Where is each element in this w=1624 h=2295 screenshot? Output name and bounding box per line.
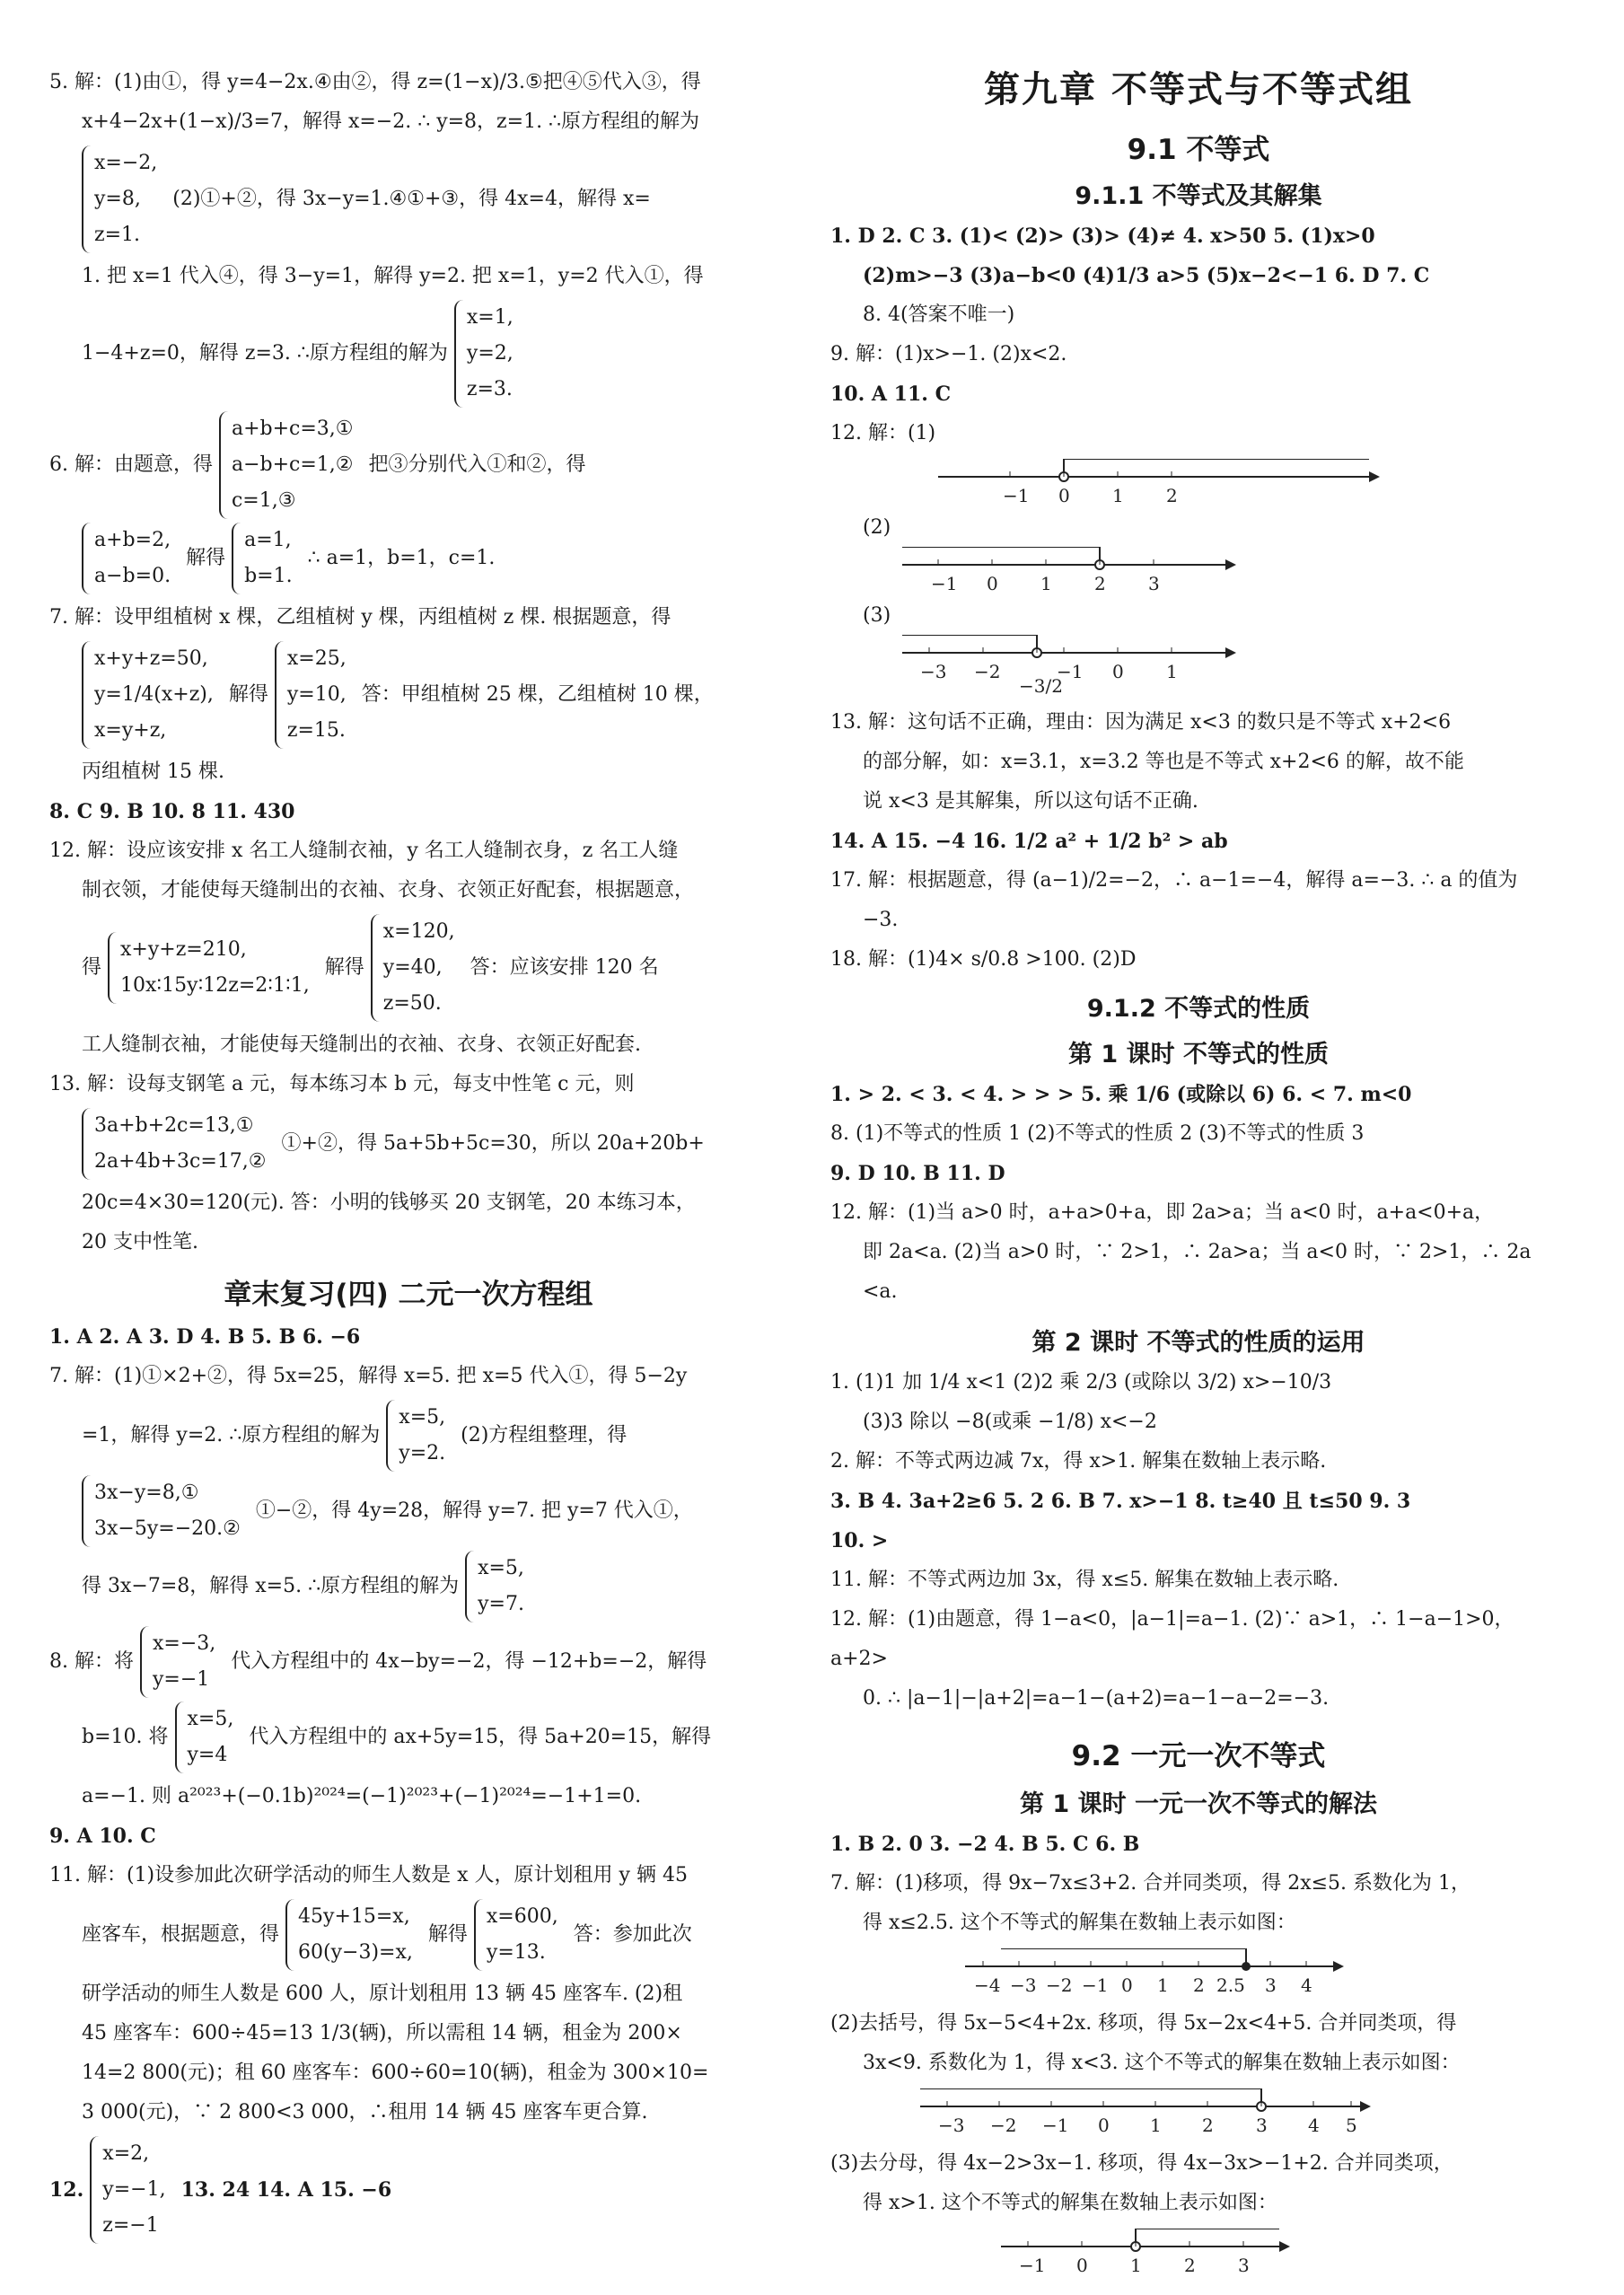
svg-text:3: 3 (1238, 2255, 1250, 2276)
lesson2-answers-3-9: 3. B 4. 3a+2≥6 5. 2 6. B 7. x>−1 8. t≥40 且 t≤50 9. 3 (830, 1490, 1411, 1513)
answer-12-line6: 工人缝制衣袖，才能使每天缝制出的衣袖、衣身、衣领正好配套. (82, 1033, 641, 1056)
answer-12-part2-label: (2) (863, 516, 891, 539)
answers-5-7: (2)m>−3 (3)a−b<0 (4)1/3 a>5 (5)x−2<−1 6. D 7. C (863, 264, 1430, 287)
svg-text:0: 0 (987, 573, 998, 594)
answer-9: 9. 解：(1)x>−1. (2)x<2. (830, 343, 1067, 365)
answer-7-line4: 丙组植树 15 棵. (82, 761, 224, 783)
lesson1-answer-12-line1: 12. 解：(1)当 a>0 时，a+a>0+a，即 2a>a；当 a<0 时，a+a<0+a， (830, 1201, 1495, 1224)
lesson3-answer-7-line6: 得 x>1. 这个不等式的解集在数轴上表示如图： (863, 2192, 1277, 2214)
lesson3-answer-7-line3: (2)去括号，得 5x−5<4+2x. 移项，得 5x−2x<4+5. 合并同类项，得 (830, 2012, 1457, 2035)
svg-text:−2: −2 (1046, 1974, 1073, 1996)
svg-text:−4: −4 (974, 1974, 1001, 1996)
svg-text:3: 3 (1148, 573, 1160, 594)
svg-text:0: 0 (1058, 485, 1070, 506)
svg-text:2.5: 2.5 (1216, 1974, 1245, 1996)
svg-text:−1: −1 (1003, 485, 1030, 506)
svg-text:1: 1 (1166, 661, 1178, 682)
equation-system: 得 3x−7=8，解得 x=5. ∴原方程组的解为 x=5, y=7. (82, 1551, 768, 1622)
review-12-15: 12. x=2, y=−1, z=−1 13. 24 14. A 15. −6 (49, 2136, 768, 2244)
review-8: 8. 解：将 x=−3, y=−1 代入方程组中的 4x−by=−2，得 −12+b=−2，解得 (49, 1626, 768, 1698)
lesson1-answer-12-line2: 即 2a<a. (2)当 a>0 时，∵ 2>1，∴ 2a>a；当 a<0 时，∵ 2>1，∴ 2a (863, 1241, 1532, 1263)
answer-12-part3-label: (3) (863, 604, 891, 627)
answer-5-line2: x+4−2x+(1−x)/3=7，解得 x=−2. ∴ y=8，z=1. ∴原方程组的解为 (82, 110, 700, 133)
lesson-title: 第 1 课时 一元一次不等式的解法 (1020, 1790, 1377, 1818)
answer-13-line1: 13. 解：设每支钢笔 a 元，每本练习本 b 元，每支中性笔 c 元，则 (49, 1073, 635, 1095)
lesson-title: 第 2 课时 不等式的性质的运用 (1031, 1329, 1365, 1357)
svg-text:−1: −1 (931, 573, 958, 594)
answer-13-line3: 说 x<3 是其解集，所以这句话不正确. (863, 790, 1198, 813)
svg-text:0: 0 (1112, 661, 1124, 682)
equation-system: x=−2, y=8, z=1. (2)①+②，得 3x−y=1.④①+③，得 4x=4，解得 x= (82, 145, 768, 253)
lesson3-answers-1-6: 1. B 2. 0 3. −2 4. B 5. C 6. B (830, 1833, 1140, 1856)
equation-system: 座客车，根据题意，得 45y+15=x, 60(y−3)=x, 解得 x=600, y=13. 答：参加此次 (82, 1899, 768, 1971)
answer-17-line2: −3. (863, 909, 899, 931)
subsection-title: 9.1.2 不等式的性质 (1086, 995, 1311, 1023)
answer-8: 8. 4(答案不唯一) (863, 303, 1015, 326)
lesson1-answers-9-11: 9. D 10. B 11. D (830, 1162, 1005, 1185)
svg-text:0: 0 (1098, 2115, 1110, 2136)
review-11-line7: 14=2 800(元)；租 60 座客车：600÷60=10(辆)，租金为 300×10= (82, 2062, 709, 2084)
answer-13-line3: 20c=4×30=120(元). 答：小明的钱够买 20 支钢笔，20 本练习本， (82, 1191, 696, 1214)
lesson3-answer-7-line4: 3x<9. 系数化为 1，得 x<3. 这个不等式的解集在数轴上表示如图： (863, 2052, 1461, 2074)
svg-text:1: 1 (1130, 2255, 1142, 2276)
answer-13-line2: 的部分解，如：x=3.1，x=3.2 等也是不等式 x+2<6 的解，故不能 (863, 751, 1464, 773)
lesson2-answer-2: 2. 解：不等式两边减 7x，得 x>1. 解集在数轴上表示略. (830, 1450, 1327, 1473)
equation-system: b=10. 将 x=5, y=4 代入方程组中的 ax+5y=15，得 5a+20=15，解得 (82, 1701, 768, 1773)
answer-12-line1: 12. 解：设应该安排 x 名工人缝制衣袖，y 名工人缝制衣身，z 名工人缝 (49, 840, 679, 862)
svg-text:−1: −1 (1082, 1974, 1109, 1996)
number-line-3 (884, 635, 1387, 698)
svg-text:−1: −1 (1042, 2115, 1069, 2136)
equation-system: 得 x+y+z=210, 10x∶15y∶12z=2∶1∶1, 解得 x=120, y=40, z=50. 答：应该安排 120 名 (82, 914, 768, 1022)
section-title: 9.2 一元一次不等式 (1071, 1740, 1326, 1772)
number-line-2 (884, 547, 1387, 597)
lesson2-answer-1: 1. (1)1 加 1/4 x<1 (2)2 乘 2/3 (或除以 3/2) x>−10/3 (830, 1371, 1332, 1394)
svg-text:−3: −3 (938, 2115, 965, 2136)
svg-text:2: 2 (1202, 2115, 1214, 2136)
answer-18: 18. 解：(1)4× s/0.8 >100. (2)D (830, 948, 1137, 971)
equation-system: =1，解得 y=2. ∴原方程组的解为 x=5, y=2. (2)方程组整理，得 (82, 1400, 768, 1472)
lesson3-answer-7-line1: 7. 解：(1)移项，得 9x−7x≤3+2. 合并同类项，得 2x≤5. 系数化为 1， (830, 1872, 1471, 1895)
answer-7-line1: 7. 解：设甲组植树 x 棵，乙组植树 y 棵，丙组植树 z 棵. 根据题意，得 (49, 606, 672, 629)
svg-text:−3: −3 (1010, 1974, 1037, 1996)
review-answers-1-6: 1. A 2. A 3. D 4. B 5. B 6. −6 (49, 1325, 361, 1349)
svg-text:3: 3 (1256, 2115, 1268, 2136)
svg-text:0: 0 (1121, 1974, 1133, 1996)
answer-12-part1-label: 12. 解：(1) (830, 422, 936, 444)
number-line-5 (911, 2088, 1450, 2139)
svg-text:−1: −1 (1057, 661, 1084, 682)
equation-system: 1−4+z=0，解得 z=3. ∴原方程组的解为 x=1, y=2, z=3. (82, 300, 768, 408)
chapter-title: 第九章 不等式与不等式组 (984, 69, 1413, 110)
review-11-line1: 11. 解：(1)设参加此次研学活动的师生人数是 x 人，原计划租用 y 辆 45 (49, 1864, 688, 1886)
svg-text:−1: −1 (1019, 2255, 1046, 2276)
lesson3-answer-7-line5: (3)去分母，得 4x−2>3x−1. 移项，得 4x−3x>−1+2. 合并同类项， (830, 2152, 1453, 2175)
number-line-1 (884, 459, 1387, 509)
review-11-line6: 45 座客车：600÷45=13 1/3(辆)，所以需租 14 辆，租金为 200× (82, 2022, 682, 2044)
svg-text:5: 5 (1346, 2115, 1357, 2136)
review-11-line5: 研学活动的师生人数是 600 人，原计划租用 13 辆 45 座客车. (2)租 (82, 1983, 683, 2005)
answer-5-line1: 5. 解：(1)由①，得 y=4−2x.④由②，得 z=(1−x)/3.⑤把④⑤代入③，得 (49, 71, 701, 93)
answers-1-5: 1. D 2. C 3. (1)< (2)> (3)> (4)≠ 4. x>50 5. (1)x>0 (830, 224, 1375, 248)
lesson2-answer-12-line1: 12. 解：(1)由题意，得 1−a<0，|a−1|=a−1. (2)∵ a>1，∴ 1−a−1>0，a+2> (830, 1608, 1514, 1670)
svg-text:1: 1 (1150, 2115, 1162, 2136)
svg-text:−2: −2 (990, 2115, 1017, 2136)
right-column (830, 61, 1567, 2284)
svg-text:2: 2 (1166, 485, 1178, 506)
lesson2-answer-12-line2: 0. ∴ |a−1|−|a+2|=a−1−(a+2)=a−1−a−2=−3. (863, 1687, 1330, 1710)
answers-8-11: 8. C 9. B 10. 8 11. 430 (49, 800, 295, 823)
equation-system: x+y+z=50, y=1/4(x+z), x=y+z, 解得 x=25, y=10, z=15. 答：甲组植树 25 棵，乙组植树 10 棵， (82, 641, 768, 749)
equation-system: 3a+b+2c=13,① 2a+4b+3c=17,② ①+②，得 5a+5b+5c=30，所以 20a+20b+ (82, 1108, 768, 1180)
answer-5-line4: 1. 把 x=1 代入④，得 3−y=1，解得 y=2. 把 x=1，y=2 代入①，得 (82, 265, 704, 287)
lesson2-answer-1b: (3)3 除以 −8(或乘 −1/8) x<−2 (863, 1411, 1157, 1433)
answer-12-line2: 制衣领，才能使每天缝制出的衣袖、衣身、衣领正好配套，根据题意， (82, 879, 695, 901)
answer-13-line4: 20 支中性笔. (82, 1231, 198, 1253)
answer-13-line1: 13. 解：这句话不正确，理由：因为满足 x<3 的数只是不等式 x+2<6 (830, 711, 1452, 734)
svg-text:2: 2 (1094, 573, 1106, 594)
equation-system: 3x−y=8,① 3x−5y=−20.② ①−②，得 4y=28，解得 y=7. 把 y=7 代入①， (82, 1475, 768, 1547)
lesson1-answers-1-7: 1. > 2. < 3. < 4. > > > 5. 乘 1/6 (或除以 6) 6. < 7. m<0 (830, 1083, 1412, 1106)
svg-text:4: 4 (1301, 1974, 1312, 1996)
review-answers-9-10: 9. A 10. C (49, 1825, 156, 1848)
lesson-title: 第 1 课时 不等式的性质 (1068, 1041, 1329, 1068)
svg-text:−3/2: −3/2 (1019, 675, 1063, 697)
answer-6: 6. 解：由题意，得 a+b+c=3,① a−b+c=1,② c=1,③ 把③分别代入①和②，得 (49, 411, 768, 519)
svg-text:4: 4 (1308, 2115, 1320, 2136)
review-8-line5: a=−1. 则 a²⁰²³+(−0.1b)²⁰²⁴=(−1)²⁰²³+(−1)²⁰²⁴=−1+1=0. (82, 1785, 642, 1807)
lesson3-answer-7-line2: 得 x≤2.5. 这个不等式的解集在数轴上表示如图： (863, 1912, 1296, 1934)
answers-10-11: 10. A 11. C (830, 382, 952, 406)
svg-text:−3: −3 (920, 661, 947, 682)
svg-text:2: 2 (1193, 1974, 1205, 1996)
review-title: 章末复习(四) 二元一次方程组 (224, 1279, 593, 1311)
lesson1-answer-12-line3: <a. (863, 1280, 898, 1303)
left-column (49, 63, 768, 2247)
answers-14-16: 14. A 15. −4 16. 1/2 a² + 1/2 b² > ab (830, 830, 1228, 853)
answer-17-line1: 17. 解：根据题意，得 (a−1)/2=−2，∴ a−1=−4，解得 a=−3. ∴ a 的值为 (830, 869, 1518, 892)
lesson2-answer-11: 11. 解：不等式两边加 3x，得 x≤5. 解集在数轴上表示略. (830, 1569, 1339, 1591)
number-line-6 (992, 2229, 1531, 2279)
section-title: 9.1 不等式 (1127, 134, 1270, 166)
lesson2-answer-10: 10. > (830, 1529, 889, 1552)
svg-text:1: 1 (1112, 485, 1124, 506)
review-11-line8: 3 000(元)，∵ 2 800<3 000，∴租用 14 辆 45 座客车更合算. (82, 2101, 648, 2124)
svg-text:1: 1 (1040, 573, 1052, 594)
lesson1-answer-8: 8. (1)不等式的性质 1 (2)不等式的性质 2 (3)不等式的性质 3 (830, 1122, 1365, 1145)
subsection-title: 9.1.1 不等式及其解集 (1075, 182, 1322, 210)
equation-system: a+b=2, a−b=0. 解得 a=1, b=1. ∴ a=1，b=1，c=1. (82, 523, 768, 594)
svg-text:−2: −2 (974, 661, 1001, 682)
svg-text:0: 0 (1076, 2255, 1088, 2276)
svg-text:1: 1 (1157, 1974, 1169, 1996)
review-7-line1: 7. 解：(1)①×2+②，得 5x=25，解得 x=5. 把 x=5 代入①，得 5−2y (49, 1365, 688, 1387)
number-line-4 (956, 1948, 1495, 1999)
svg-text:3: 3 (1265, 1974, 1277, 1996)
svg-text:2: 2 (1184, 2255, 1196, 2276)
